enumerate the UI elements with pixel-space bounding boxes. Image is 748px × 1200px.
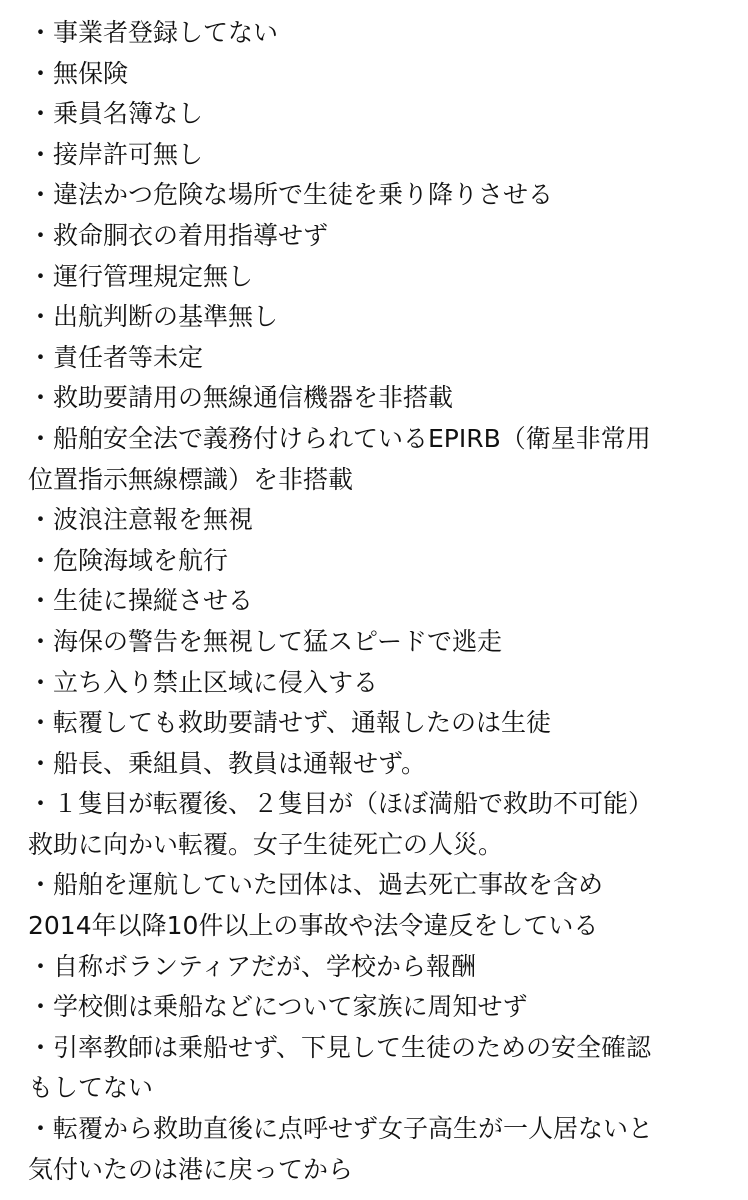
text-line: ・転覆しても救助要請せず、通報したのは生徒 — [28, 708, 552, 738]
text-line: ・接岸許可無し — [28, 139, 204, 169]
text-line: ・自称ボランティアだが、学校から報酬 — [28, 951, 477, 981]
text-line: ・波浪注意報を無視 — [28, 505, 254, 535]
text-line: ・船長、乗組員、教員は通報せず。 — [28, 748, 427, 778]
text-line: ・海保の警告を無視して猛スピードで逃走 — [28, 626, 503, 656]
text-line: ・学校側は乗船などについて家族に周知せず — [28, 992, 528, 1022]
text-line: ・救助要請用の無線通信機器を非搭載 — [28, 383, 454, 413]
text-line: ・無保険 — [28, 58, 129, 88]
text-line: ・運行管理規定無し — [28, 261, 254, 291]
text-line: ・引率教師は乗船せず、下見して生徒のための安全確認 — [28, 1032, 652, 1062]
text-line: 気付いたのは港に戻ってから — [28, 1154, 354, 1184]
text-line: 位置指示無線標識）を非搭載 — [28, 464, 354, 494]
text-line: ・危険海域を航行 — [28, 545, 229, 575]
text-line: ・転覆から救助直後に点呼せず女子高生が一人居ないと — [28, 1114, 654, 1144]
text-line: 救助に向かい転覆。女子生徒死亡の人災。 — [28, 829, 504, 859]
text-line: ・事業者登録してない — [28, 18, 279, 47]
text-line: ・船舶を運航していた団体は、過去死亡事故を含め — [28, 870, 604, 900]
text-line: ・責任者等未定 — [28, 342, 204, 372]
text-line: ・立ち入り禁止区域に侵入する — [28, 667, 379, 697]
text-line: ・救命胴衣の着用指導せず — [28, 220, 329, 250]
text-line: ・出航判断の基準無し — [28, 302, 279, 332]
text-line: もしてない — [28, 1073, 154, 1103]
text-line: ・乗員名簿なし — [28, 99, 204, 129]
text-line: ・１隻目が転覆後、２隻目が（ほぼ満船で救助不可能） — [28, 789, 654, 819]
text-line: ・違法かつ危険な場所で生徒を乗り降りさせる — [28, 180, 554, 210]
text-line: 2014年以降10件以上の事故や法令違反をしている — [28, 911, 599, 941]
text-line: ・船舶安全法で義務付けられているEPIRB（衛星非常用 — [28, 423, 651, 453]
text-line: ・生徒に操縦させる — [28, 586, 254, 616]
